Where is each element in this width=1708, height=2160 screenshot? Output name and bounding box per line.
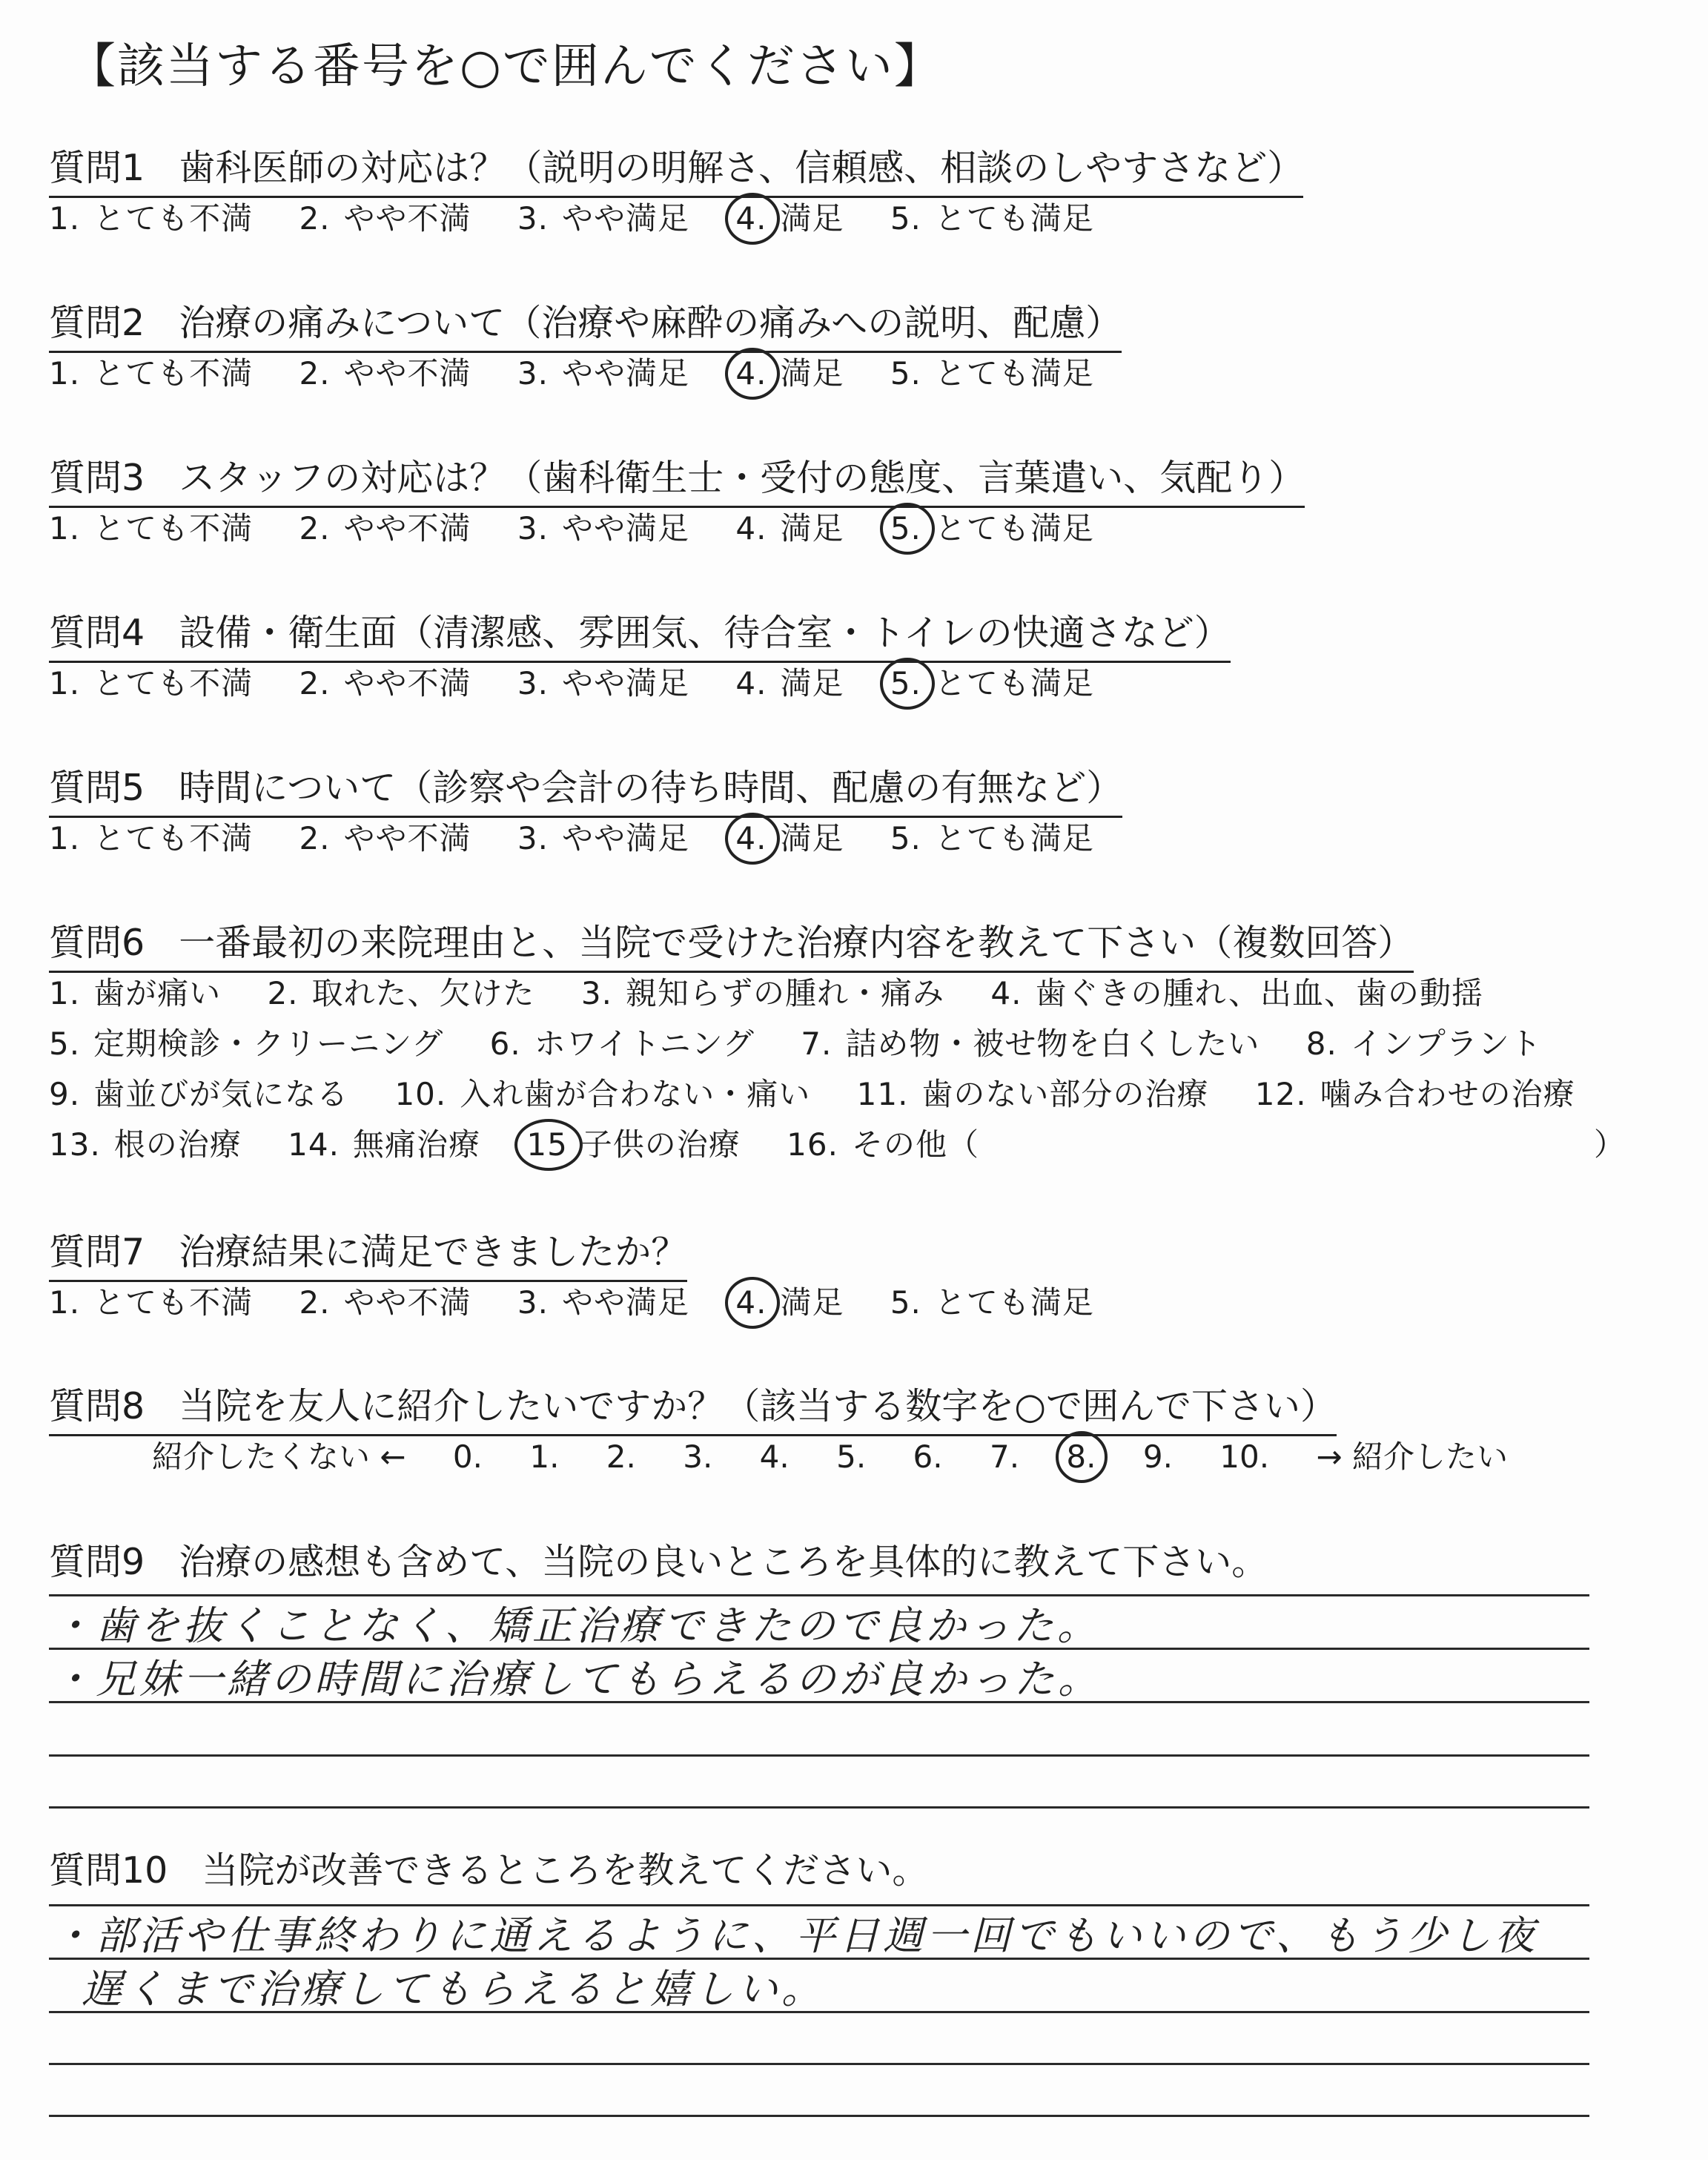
- option-3[interactable]: 3. やや満足: [517, 355, 689, 392]
- option-4-selected[interactable]: 4. 満足: [735, 1284, 844, 1321]
- scale-9[interactable]: 9.: [1142, 1439, 1173, 1475]
- option-5[interactable]: 5. とても満足: [890, 820, 1094, 856]
- question-10-heading: [49, 1842, 928, 1898]
- option-11[interactable]: 11. 歯のない部分の治療: [856, 1076, 1209, 1112]
- question-text: 設備・衛生面（清潔感、雰囲気、待合室・トイレの快適さなど）: [179, 612, 1231, 654]
- option-1[interactable]: 1. 歯が痛い: [49, 975, 222, 1011]
- question-number: 質問9: [49, 1541, 145, 1583]
- handwritten-answer-1[interactable]: ・部活や仕事終わりに通えるように、平日週一回でもいいので、もう少し夜: [52, 1912, 1538, 1959]
- option-5-selected[interactable]: 5. とても満足: [890, 665, 1094, 701]
- recommend-scale: [152, 1433, 1545, 1477]
- scale-2[interactable]: 2.: [606, 1439, 636, 1475]
- scale-left-label: 紹介したくない ←: [152, 1439, 406, 1475]
- scale-8-selected[interactable]: 8.: [1066, 1439, 1096, 1475]
- scale-6[interactable]: 6.: [913, 1439, 943, 1475]
- question-text: 一番最初の来院理由と、当院で受けた治療内容を教えて下さい（複数回答）: [179, 922, 1414, 964]
- scale-1[interactable]: 1.: [529, 1439, 560, 1475]
- option-15-selected[interactable]: 15 子供の治療: [526, 1126, 741, 1163]
- option-1[interactable]: 1. とても不満: [49, 200, 254, 237]
- option-2[interactable]: 2. やや不満: [299, 510, 471, 546]
- answer-line: [49, 2063, 1589, 2065]
- option-7[interactable]: 7. 詰め物・被せ物を白くしたい: [801, 1025, 1260, 1062]
- answer-line: [49, 2011, 1589, 2013]
- option-14[interactable]: 14. 無痛治療: [288, 1126, 480, 1163]
- option-1[interactable]: 1. とても不満: [49, 820, 254, 856]
- question-6-row-3: [49, 1070, 1611, 1114]
- question-number: 質問10: [49, 1849, 168, 1892]
- option-4-selected[interactable]: 4. 満足: [735, 355, 844, 392]
- page-title: 【該当する番号を○で囲んでください】: [68, 39, 943, 94]
- option-2[interactable]: 2. やや不満: [299, 200, 471, 237]
- question-6-heading: [49, 914, 1414, 973]
- question-1-options: [49, 194, 1130, 239]
- question-3-options: [49, 504, 1130, 549]
- question-9-heading: [49, 1533, 1268, 1590]
- question-number: 質問5: [49, 767, 145, 809]
- question-text: スタッフの対応は？（歯科衛生士・受付の態度、言葉遣い、気配り）: [179, 457, 1305, 499]
- question-8-heading: [49, 1378, 1337, 1436]
- question-number: 質問3: [49, 457, 145, 499]
- scale-0[interactable]: 0.: [452, 1439, 483, 1475]
- answer-line: [49, 1701, 1589, 1703]
- question-6-row-2: [49, 1020, 1578, 1064]
- option-3[interactable]: 3. やや満足: [517, 665, 689, 701]
- scale-3[interactable]: 3.: [683, 1439, 713, 1475]
- question-5-heading: [49, 759, 1122, 818]
- option-5-selected[interactable]: 5. とても満足: [890, 510, 1094, 546]
- option-1[interactable]: 1. とても不満: [49, 1284, 254, 1321]
- option-2[interactable]: 2. やや不満: [299, 665, 471, 701]
- option-5[interactable]: 5. 定期検診・クリーニング: [49, 1025, 444, 1062]
- scale-right-label: → 紹介したい: [1316, 1439, 1508, 1475]
- question-6-row-4: [49, 1120, 1015, 1165]
- option-4-selected[interactable]: 4. 満足: [735, 820, 844, 856]
- option-3[interactable]: 3. やや満足: [517, 1284, 689, 1321]
- question-5-options: [49, 814, 1130, 859]
- option-12[interactable]: 12. 噛み合わせの治療: [1254, 1076, 1575, 1112]
- option-10[interactable]: 10. 入れ歯が合わない・痛い: [394, 1076, 811, 1112]
- question-text: 治療結果に満足できましたか？: [179, 1231, 688, 1273]
- option-5[interactable]: 5. とても満足: [890, 355, 1094, 392]
- scale-4[interactable]: 4.: [759, 1439, 790, 1475]
- question-text: 治療の痛みについて（治療や麻酔の痛みへの説明、配慮）: [179, 302, 1122, 344]
- question-text: 当院が改善できるところを教えてください。: [202, 1849, 929, 1892]
- option-1[interactable]: 1. とても不満: [49, 510, 254, 546]
- option-3[interactable]: 3. やや満足: [517, 820, 689, 856]
- option-2[interactable]: 2. やや不満: [299, 820, 471, 856]
- question-3-heading: [49, 449, 1305, 508]
- option-6[interactable]: 6. ホワイトニング: [489, 1025, 755, 1062]
- scale-5[interactable]: 5.: [836, 1439, 867, 1475]
- option-3[interactable]: 3. やや満足: [517, 510, 689, 546]
- option-5[interactable]: 5. とても満足: [890, 1284, 1094, 1321]
- question-7-options: [49, 1278, 1130, 1323]
- question-text: 歯科医師の対応は？（説明の明解さ、信頼感、相談のしやすさなど）: [179, 147, 1304, 189]
- option-3[interactable]: 3. やや満足: [517, 200, 689, 237]
- other-close-paren: ）: [1594, 1126, 1626, 1163]
- question-number: 質問4: [49, 612, 145, 654]
- option-4-selected[interactable]: 4. 満足: [735, 200, 844, 237]
- option-1[interactable]: 1. とても不満: [49, 355, 254, 392]
- question-text: 当院を友人に紹介したいですか？（該当する数字を○で囲んで下さい）: [179, 1385, 1337, 1427]
- question-text: 時間について（診察や会計の待ち時間、配慮の有無など）: [179, 767, 1123, 809]
- question-number: 質問7: [49, 1231, 145, 1273]
- question-7-heading: [49, 1223, 687, 1282]
- option-8[interactable]: 8. インプラント: [1305, 1025, 1542, 1062]
- handwritten-answer-2[interactable]: 遅くまで治療してもらえると嬉しい。: [82, 1966, 825, 2012]
- option-3[interactable]: 3. 親知らずの腫れ・痛み: [580, 975, 944, 1011]
- question-number: 質問2: [49, 302, 145, 344]
- answer-line: [49, 1754, 1589, 1757]
- option-4[interactable]: 4. 歯ぐきの腫れ、出血、歯の動揺: [990, 975, 1483, 1011]
- question-number: 質問6: [49, 922, 145, 964]
- option-13[interactable]: 13. 根の治療: [49, 1126, 242, 1163]
- answer-line: [49, 2115, 1589, 2117]
- option-1[interactable]: 1. とても不満: [49, 665, 254, 701]
- option-2[interactable]: 2. やや不満: [299, 1284, 471, 1321]
- scale-10[interactable]: 10.: [1219, 1439, 1270, 1475]
- question-2-options: [49, 349, 1130, 394]
- question-number: 質問1: [49, 147, 145, 189]
- handwritten-answer-1[interactable]: ・歯を抜くことなく、矯正治療できたので良かった。: [52, 1602, 1101, 1649]
- option-5[interactable]: 5. とても満足: [890, 200, 1094, 237]
- scale-7[interactable]: 7.: [989, 1439, 1020, 1475]
- option-16-other[interactable]: 16. その他（: [787, 1126, 979, 1163]
- question-4-options: [49, 659, 1130, 704]
- question-6-row-1: [49, 969, 1519, 1014]
- option-2[interactable]: 2. 取れた、欠けた: [267, 975, 535, 1011]
- option-4[interactable]: 4. 満足: [735, 510, 844, 546]
- question-2-heading: [49, 294, 1122, 353]
- handwritten-answer-2[interactable]: ・兄妹一緒の時間に治療してもらえるのが良かった。: [52, 1656, 1102, 1702]
- option-2[interactable]: 2. やや不満: [299, 355, 471, 392]
- option-9[interactable]: 9. 歯並びが気になる: [49, 1076, 349, 1112]
- question-4-heading: [49, 604, 1231, 663]
- answer-line: [49, 1806, 1589, 1809]
- question-text: 治療の感想も含めて、当院の良いところを具体的に教えて下さい。: [179, 1541, 1268, 1583]
- question-1-heading: [49, 139, 1303, 198]
- question-number: 質問8: [49, 1385, 145, 1427]
- option-4[interactable]: 4. 満足: [735, 665, 844, 701]
